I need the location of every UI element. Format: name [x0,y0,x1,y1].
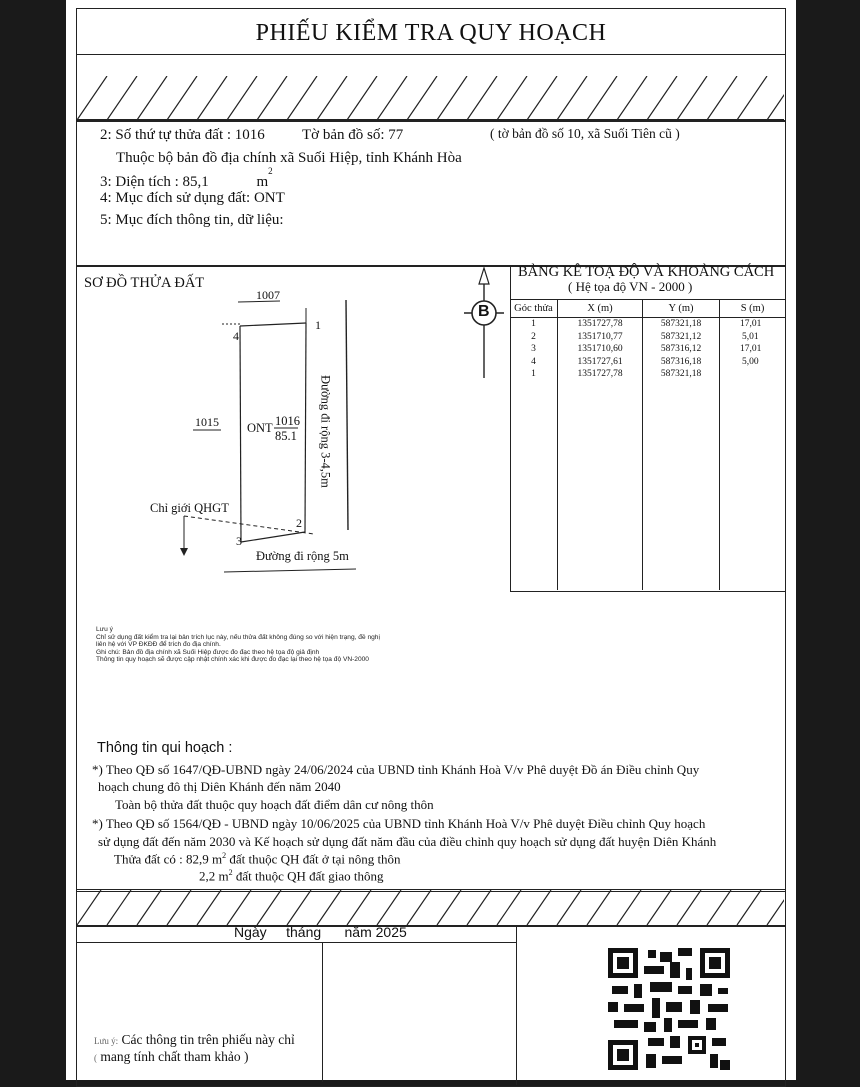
planning-item-2-line-1: *) Theo QĐ số 1564/QĐ - UBND ngày 10/06/2025 của UBND tỉnh Khánh Hoà V/v Phê duyệt Điều chỉnh Quy hoạch [92,816,706,831]
old-sheet-note: ( tờ bản đồ số 10, xã Suối Tiên cũ ) [490,126,680,141]
boundary-line-label: Chỉ giới QHGT [150,501,229,515]
planning-heading: Thông tin qui hoạch : [97,740,233,756]
coord-table [510,299,785,590]
north-arrow-icon [462,266,510,382]
neighbor-parcel-left: 1015 [195,415,219,429]
planning-item-2-line-3 [114,851,401,867]
area-unit: m [256,174,269,190]
residential-suffix: đất thuộc QH đất ở tại nông thôn [226,851,401,867]
planning-item-2-line-2: sử dụng đất đến năm 2030 và Kế hoạch sử dụng đất năm đầu của điều chỉnh quy hoạch sử dụng đất huyện Diên Khánh [98,834,717,849]
road-right-label: Đường đi rộng 3-4,5m [318,375,333,488]
info-purpose: 5: Mục đích thông tin, dữ liệu: [100,212,284,228]
parcel-number-label: 1016 [275,414,300,428]
table-row: 2 1351710,77 587321,12 5,01 [510,331,785,344]
table-row: 4 1351727,61 587316,18 5,00 [510,356,785,369]
road-bottom-label: Đường đi rộng 5m [256,549,349,563]
col-header-vertex: Góc thửa [510,300,558,318]
disclaimer-prefix-1: Lưu ý: [94,1036,119,1046]
disclaimer-prefix-2: ( [94,1053,97,1063]
residential-area-sup: 2 [222,851,227,860]
notes-line-1: Chỉ sử dụng đất kiểm tra lại bản trích lục này, nếu thửa đất không đúng so với hiện trạng, đề nghị [96,633,380,641]
disclaimer [94,1032,295,1066]
table-row: 3 1351710,60 587316,12 17,01 [510,343,785,356]
disclaimer-line-2: mang tính chất tham khảo ) [100,1049,249,1064]
notes-line-2: liên hệ với VP ĐKĐĐ để trích đo địa chính. [96,641,221,648]
area-unit-sup: 2 [268,166,273,176]
parcel-area-label: 85.1 [275,429,297,443]
notes-line-3: Ghi chú: Bản đồ địa chính xã Suối Hiệp được đo đạc theo hệ tọa độ giả định [96,648,320,656]
notes-block [96,626,380,664]
traffic-area: 2,2 m [199,868,229,884]
document-page [66,0,796,1080]
vertex-1: 1 [315,318,321,332]
notes-line-4: Thông tin quy hoạch sẽ được cập nhật chính xác khi được đo đạc lại theo hệ tọa độ VN-2000 [96,656,369,663]
col-header-y: Y (m) [643,300,720,318]
residential-prefix: Thửa đất có : [114,851,183,867]
qr-code-icon [608,948,730,1070]
disclaimer-line-1: Các thông tin trên phiếu này chỉ [121,1032,295,1047]
coord-table-heading: BẢNG KÊ TOẠ ĐỘ VÀ KHOẢNG CÁCH [518,264,775,280]
hatch-band-bottom [77,890,784,925]
area-field [100,166,273,191]
planning-item-2-line-4 [199,868,384,884]
hatch-band-top [77,76,784,120]
planning-item-1-line-3: Toàn bộ thửa đất thuộc quy hoạch đất điểm dân cư nông thôn [115,797,434,812]
neighbor-parcel-top: 1007 [256,288,280,302]
coord-table-subheading: ( Hệ tọa độ VN - 2000 ) [568,279,693,294]
notes-heading: Lưu ý [96,626,113,633]
traffic-area-sup: 2 [228,868,233,877]
north-symbol: B [478,303,490,320]
page-title: PHIẾU KIỂM TRA QUY HOẠCH [255,20,607,46]
diagram-heading: SƠ ĐỒ THỬA ĐẤT [84,275,205,291]
col-header-x: X (m) [558,300,643,318]
vertex-4: 4 [233,329,239,343]
cadastral-map-set: Thuộc bộ bản đồ địa chính xã Suối Hiệp, tỉnh Khánh Hòa [116,150,462,166]
date-line: Ngày tháng năm 2025 [234,924,407,940]
traffic-suffix: đất thuộc QH đất giao thông [232,868,384,884]
land-use-purpose: 4: Mục đích sử dụng đất: ONT [100,190,285,206]
vertex-3: 3 [236,534,242,548]
land-type-label: ONT [247,421,273,435]
map-sheet: Tờ bản đồ số: 77 [302,127,404,143]
planning-item-1-line-1: *) Theo QĐ số 1647/QĐ-UBND ngày 24/06/2024 của UBND tỉnh Khánh Hoà V/v Phê duyệt Đồ án Điều chỉnh Quy [92,762,700,777]
area-value: 3: Diện tích : 85,1 [100,174,209,190]
parcel-number: 2: Số thứ tự thửa đất : 1016 [100,127,265,143]
col-header-s: S (m) [720,300,786,318]
table-row: 1 1351727,78 587321,18 17,01 [510,318,785,331]
planning-item-1-line-2: hoạch chung đô thị Diên Khánh đến năm 2040 [98,779,341,794]
vertex-2: 2 [296,516,302,530]
residential-area: 82,9 m [186,851,223,867]
table-row: 1 1351727,78 587321,18 [510,368,785,381]
